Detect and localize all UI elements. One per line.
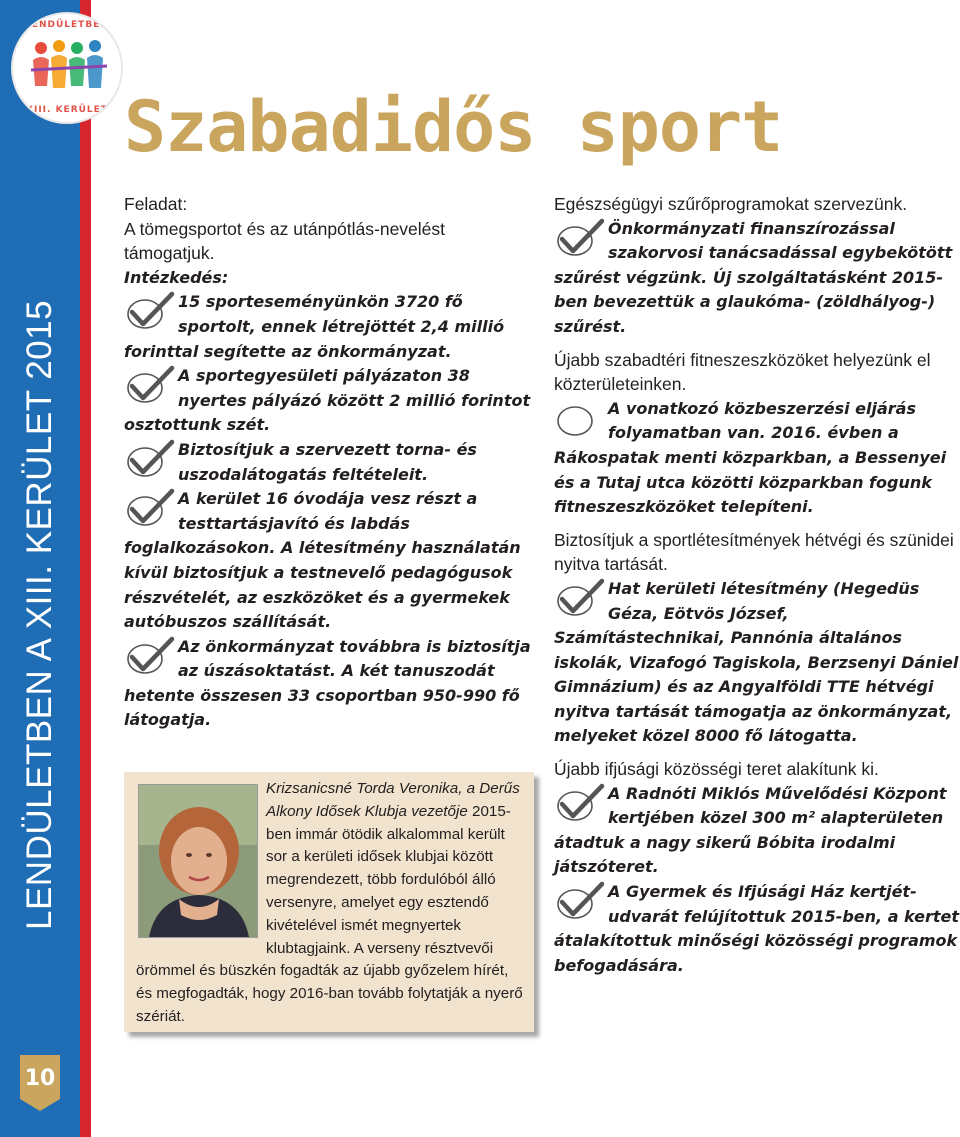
right-item-2-text: A vonatkozó közbeszerzési eljárás folyamatban van. 2016. évben a Rákospatak menti közparkban, a Bessenyei és a Tutaj utca közötti közparkban fogunk fitneszeszközöket telepíteni. [554, 398, 947, 517]
right-para-2: Újabb szabadtéri fitneszeszközöket helyezünk el közterületeinken. [554, 349, 931, 395]
right-item-2 [554, 397, 960, 520]
left-item-3-text: Biztosítjuk a szervezett torna- és uszodalátogatás feltételeit. [178, 439, 477, 484]
logo-top-text: LENDÜLETBEN [25, 20, 109, 30]
left-column [124, 192, 536, 733]
left-item-1-text: 15 sporteseményünkön 3720 fő sportolt, ennek létrejöttét 2,4 millió forinttal segítette az önkormányzat. [124, 292, 505, 361]
right-item-1-text: Önkormányzati finanszírozással szakorvosi tanácsadással egybekötött szűrést végzünk. Új szolgáltatásként 2015-ben bevezettük a glaukóma- (zöldhályog-) szűrést. [554, 218, 953, 336]
right-para-1: Egészségügyi szűrőprogramokat szervezünk. [554, 194, 908, 214]
vertical-title-wrap [20, 200, 60, 930]
right-column [554, 192, 960, 978]
checkmark-icon [554, 782, 606, 824]
right-para-4: Újabb ifjúsági közösségi teret alakítunk ki. [554, 759, 879, 780]
portrait-box [124, 772, 534, 1032]
checkmark-icon [554, 217, 606, 259]
figures-icon [27, 36, 111, 100]
right-item-1 [554, 217, 960, 340]
intezkedes-label: Intézkedés: [124, 267, 229, 287]
feladat-text: A tömegsportot és az utánpótlás-nevelést támogatjuk. [124, 218, 446, 264]
checkmark-icon [124, 364, 176, 406]
left-item-2 [124, 364, 536, 438]
checkmark-icon [124, 635, 176, 677]
left-item-5-text: Az önkormányzat továbbra is biztosítja az úszásoktatást. A két tanuszodát hetente összesen 33 csoportban 950-990 fő látogatja. [124, 636, 531, 730]
portrait-caption [136, 778, 526, 1029]
left-item-5 [124, 635, 536, 733]
logo-bottom-text: XIII. KERÜLET [26, 105, 108, 115]
right-item-4-text: A Radnóti Miklós Művelődési Központ kertjében közel 300 m² alapterületen átadtuk a nagy sikerű Bóbita irodalmi játszóteret. [554, 783, 947, 877]
checkmark-icon [124, 487, 176, 529]
right-para-3: Biztosítjuk a sportlétesítmények hétvégi és szünidei nyitva tartását. [554, 529, 954, 575]
right-item-3 [554, 577, 960, 749]
checkmark-icon [554, 577, 606, 619]
empty-circle-icon [554, 397, 606, 439]
page-number: 10 [24, 1066, 56, 1091]
sidebar-stripe [80, 0, 91, 1137]
left-item-4-text: A kerület 16 óvodája vesz részt a testtartásjavító és labdás foglalkozásokon. A létesítmény használatán kívül biztosítjuk a testnevelő pedagógusok részvételét, az eszközöket és a gyermekek autóbuszos szállítását. [124, 489, 521, 632]
checkmark-icon [124, 290, 176, 332]
checkmark-icon [124, 438, 176, 480]
left-item-1 [124, 290, 536, 364]
logo [11, 12, 123, 124]
page-title: Szabadidős sport [124, 86, 783, 168]
left-item-4 [124, 487, 536, 635]
right-item-4 [554, 782, 960, 880]
checkmark-icon [554, 880, 606, 922]
right-item-5 [554, 880, 960, 978]
left-item-2-text: A sportegyesületi pályázaton 38 nyertes pályázó között 2 millió forintot osztottunk szét. [124, 366, 531, 435]
feladat-label: Feladat: [124, 194, 188, 214]
right-item-3-text: Hat kerületi létesítmény (Hegedüs Géza, Eötvös József, Számítástechnikai, Pannónia általános iskolák, Vizafogó Tagiskola, Berzsenyi Dániel Gimnázium) és az Angyalföldi TTE hétvégi nyitva tartását támogatja az önkormányzat, melyeket közel 8000 fő látogatta. [554, 578, 959, 746]
vertical-title: LENDÜLETBEN A XIII. KERÜLET 2015 [20, 299, 59, 930]
left-item-3 [124, 438, 536, 487]
portrait-name: Krizsanicsné Torda Veronika, a Derűs Alkony Idősek Klubja vezetője [266, 780, 520, 820]
portrait-text: 2015-ben immár ötödik alkalommal került sor a kerületi idősek klubjai között megrendezett, több fordulóból álló versenyre, amelyet egy esztendő kivételével ismét megnyertek klubtagjaink. A verseny résztvevői örömmel és büszkén fogadták az újabb győzelem hírét, és megfogadták, hogy 2016-ban tovább folytatják a nyerő szériát. [136, 802, 523, 1025]
right-item-5-text: A Gyermek és Ifjúsági Ház kertjét-udvarát felújítottuk 2015-ben, a kertet átalakítottuk minőségi közösségi programok befogadására. [554, 882, 960, 975]
